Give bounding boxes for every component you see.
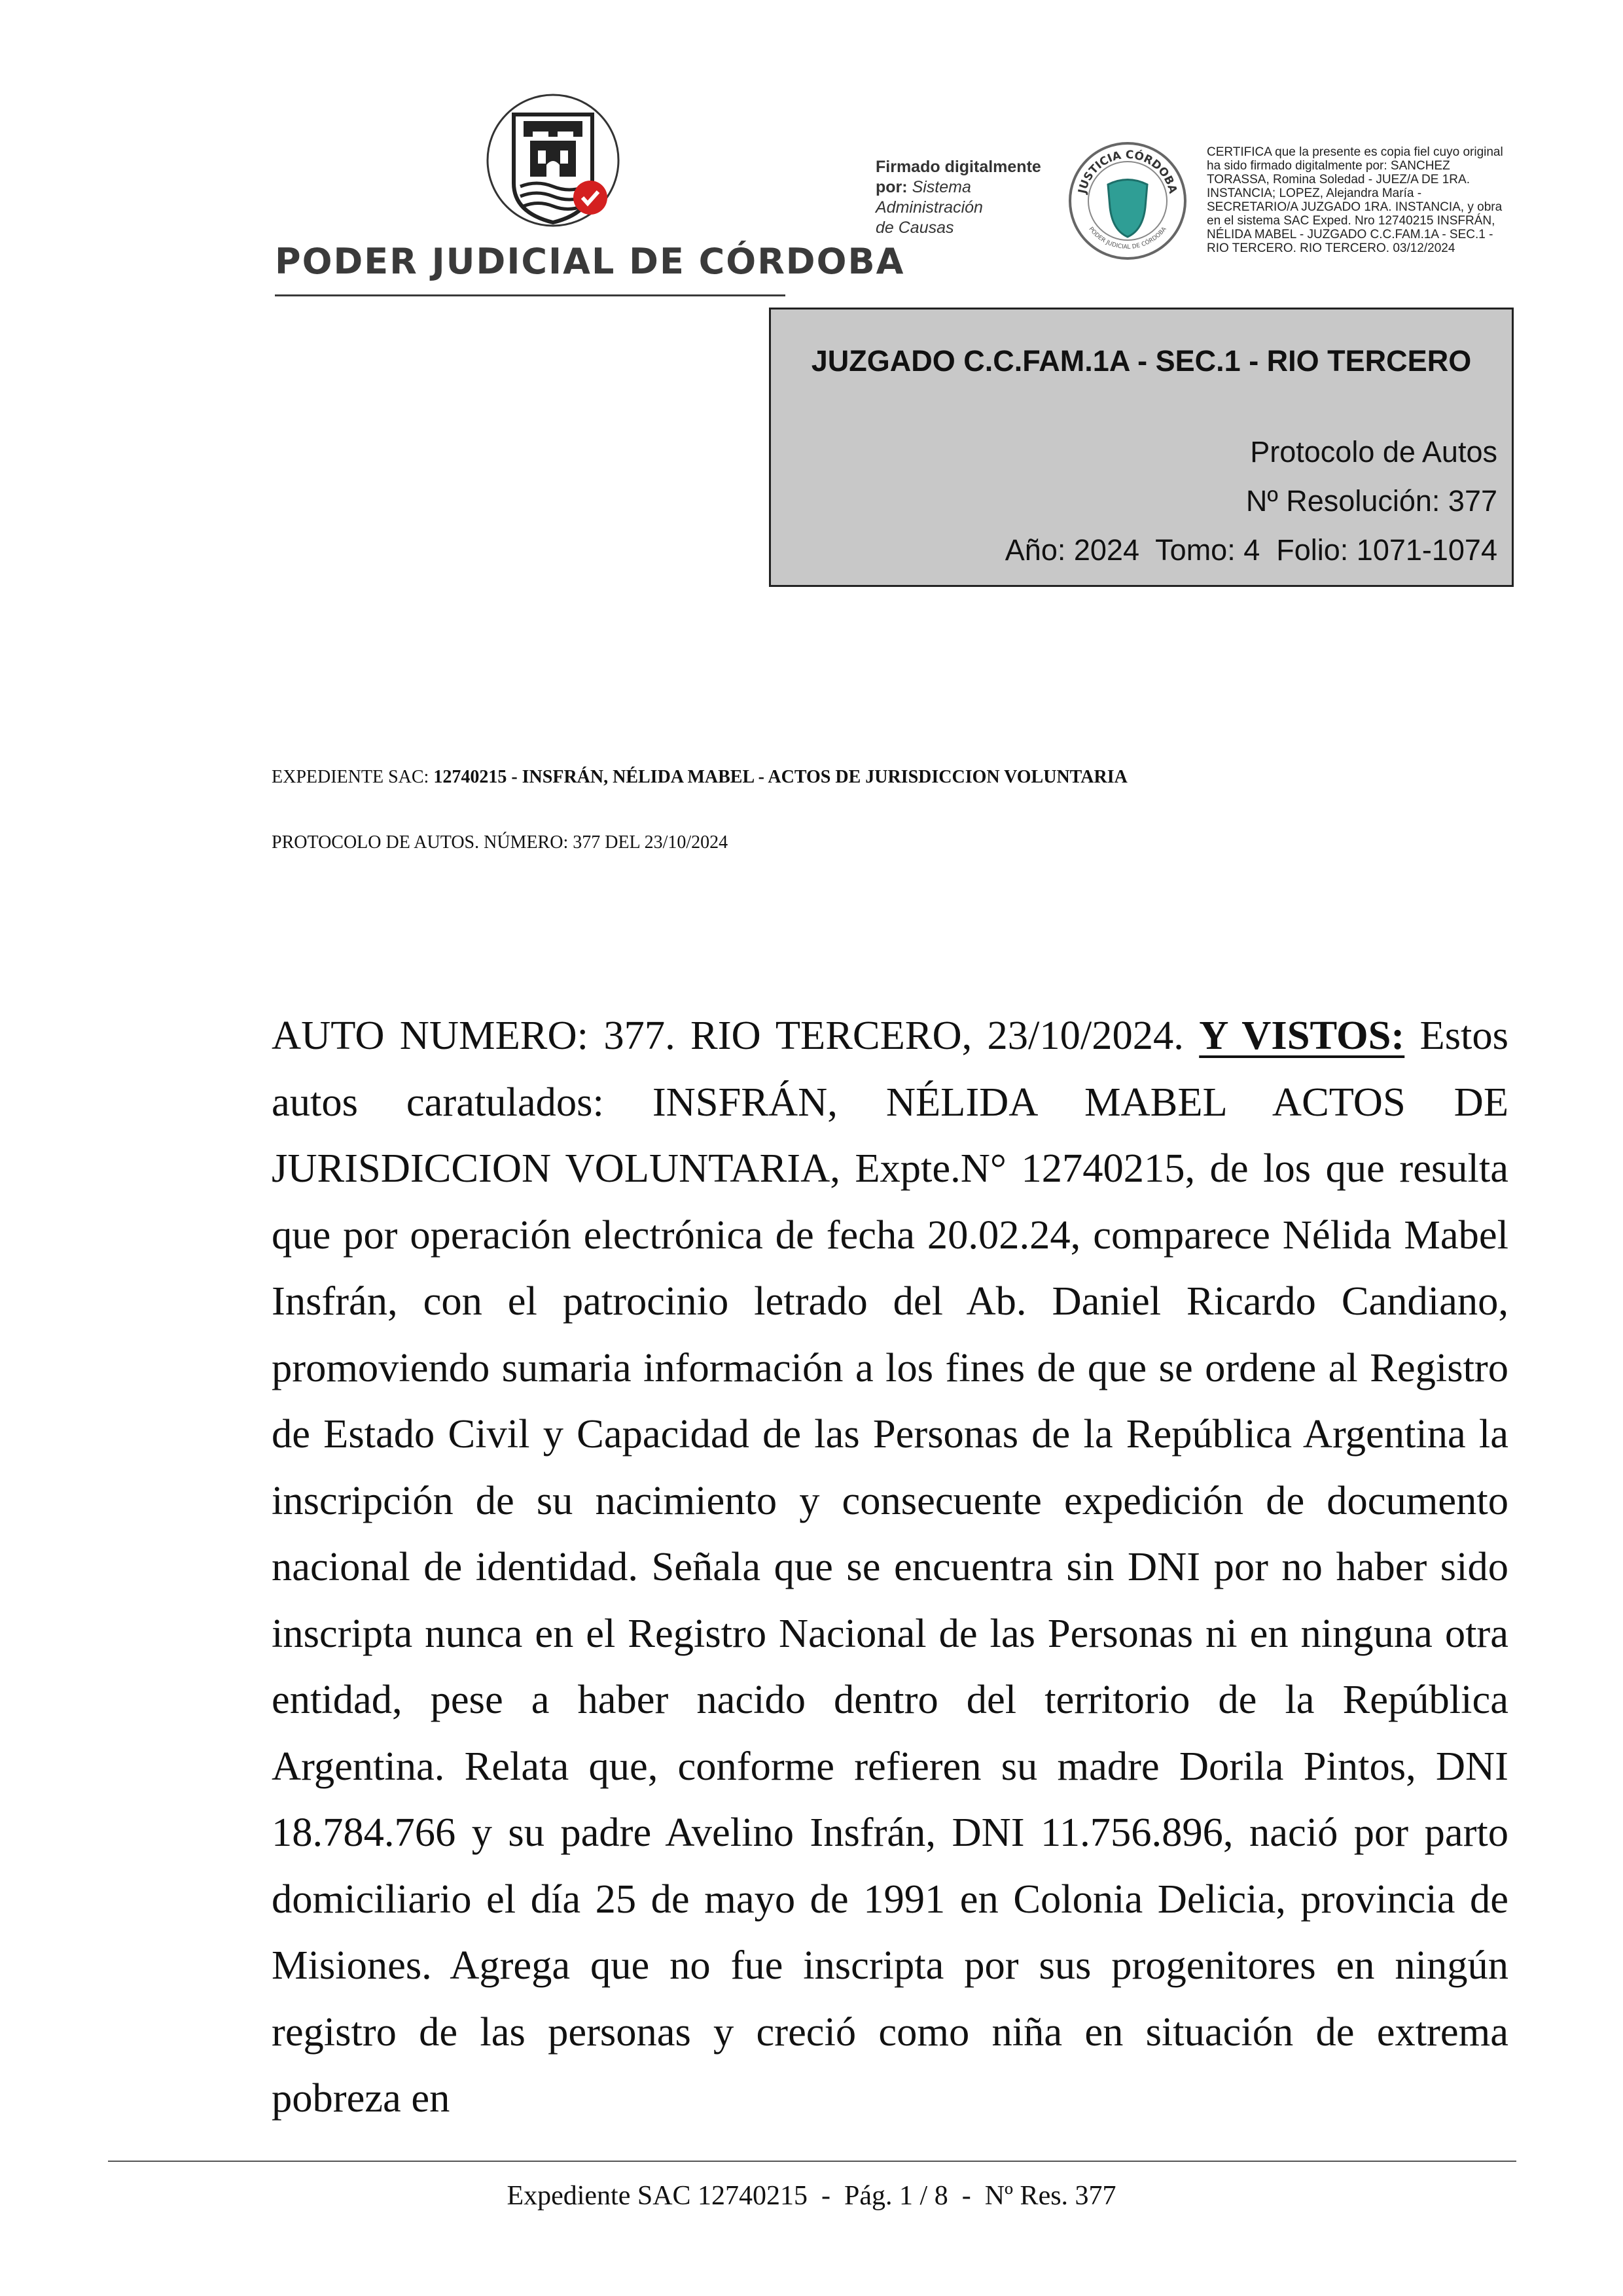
coat-of-arms-icon (484, 92, 622, 239)
resolution-body (272, 1002, 1508, 2132)
logo-text: PODER JUDICIAL DE CÓRDOBA (275, 241, 905, 282)
year-tome-folio: Año: 2024 Tomo: 4 Folio: 1071-1074 (1005, 533, 1497, 567)
signed-by-system: Sistema (912, 178, 971, 196)
expediente-label: EXPEDIENTE SAC: (272, 767, 434, 787)
certifica-line: RIO TERCERO. RIO TERCERO. 03/12/2024 (1207, 241, 1455, 255)
certifica-line: en el sistema SAC Exped. Nro 12740215 INSFRÁN, (1207, 214, 1495, 228)
auto-intro: AUTO NUMERO: 377. RIO TERCERO, 23/10/2024. (272, 1012, 1200, 1058)
court-protocol-box (769, 308, 1514, 587)
signed-line-3: Administración (876, 198, 983, 217)
signed-by-label: por: (876, 178, 908, 196)
protocolo-line: PROTOCOLO DE AUTOS. NÚMERO: 377 DEL 23/10/2024 (272, 832, 728, 853)
body-paragraph: Estos autos caratulados: INSFRÁN, NÉLIDA MABEL ACTOS DE JURISDICCION VOLUNTARIA, Expte.N° 12740215, de los que resulta que por operación electrónica de fecha 20.02.24, comparece Nélida Mabel Insfrán, con el patrocinio letrado del Ab. Daniel Ricardo Candiano, promoviendo sumaria información a los fines de que se ordene al Registro de Estado Civil y Capacidad de las Personas de la República Argentina la inscripción de su nacimiento y consecuente expedición de documento nacional de identidad. Señala que se encuentra sin DNI por no haber sido inscripta nunca en el Registro Nacional de las Personas ni en ninguna otra entidad, pese a haber nacido dentro del territorio de la República Argentina. Relata que, conforme refieren su madre Dorila Pintos, DNI 18.784.766 y su padre Avelino Insfrán, DNI 11.756.896, nació por parto domiciliario el día 25 de mayo de 1991 en Colonia Delicia, provincia de Misiones. Agrega que no fue inscripta por sus progenitores en ningún registro de las personas y creció como niña en situación de extrema pobreza en (272, 1012, 1508, 2121)
certifica-line: INSTANCIA; LOPEZ, Alejandra María - (1207, 186, 1422, 200)
expediente-line (272, 767, 1128, 788)
y-vistos-heading: Y VISTOS: (1199, 1012, 1405, 1058)
digital-signature-label (876, 157, 1065, 238)
certifica-line: NÉLIDA MABEL - JUZGADO C.C.FAM.1A - SEC.1 - (1207, 228, 1493, 241)
page-footer: Expediente SAC 12740215 - Pág. 1 / 8 - Nº Res. 377 (507, 2181, 1116, 2211)
certifica-line: ha sido firmado digitalmente por: SANCHEZ (1207, 159, 1450, 173)
protocol-type: Protocolo de Autos (1250, 435, 1497, 468)
certification-note (1207, 145, 1547, 255)
seal-text-top: JUSTICIA CÓRDOBA (1076, 148, 1179, 195)
resolution-number: Nº Resolución: 377 (1245, 484, 1497, 518)
justicia-cordoba-seal-icon (1065, 139, 1190, 263)
certifica-line: TORASSA, Romina Soledad - JUEZ/A DE 1RA. (1207, 173, 1470, 186)
footer-divider (108, 2161, 1516, 2162)
seal-text-bottom: PODER JUDICIAL DE CÓRDOBA (1087, 226, 1168, 251)
signed-line-1: Firmado digitalmente (876, 158, 1041, 176)
signed-line-4: de Causas (876, 219, 954, 237)
court-name: JUZGADO C.C.FAM.1A - SEC.1 - RIO TERCERO (811, 344, 1472, 378)
expediente-value: 12740215 - INSFRÁN, NÉLIDA MABEL - ACTOS DE JURISDICCION VOLUNTARIA (433, 767, 1128, 787)
logo-divider (275, 294, 785, 296)
certifica-line: CERTIFICA que la presente es copia fiel cuyo original (1207, 145, 1503, 159)
certifica-line: SECRETARIO/A JUZGADO 1RA. INSTANCIA, y obra (1207, 200, 1503, 214)
